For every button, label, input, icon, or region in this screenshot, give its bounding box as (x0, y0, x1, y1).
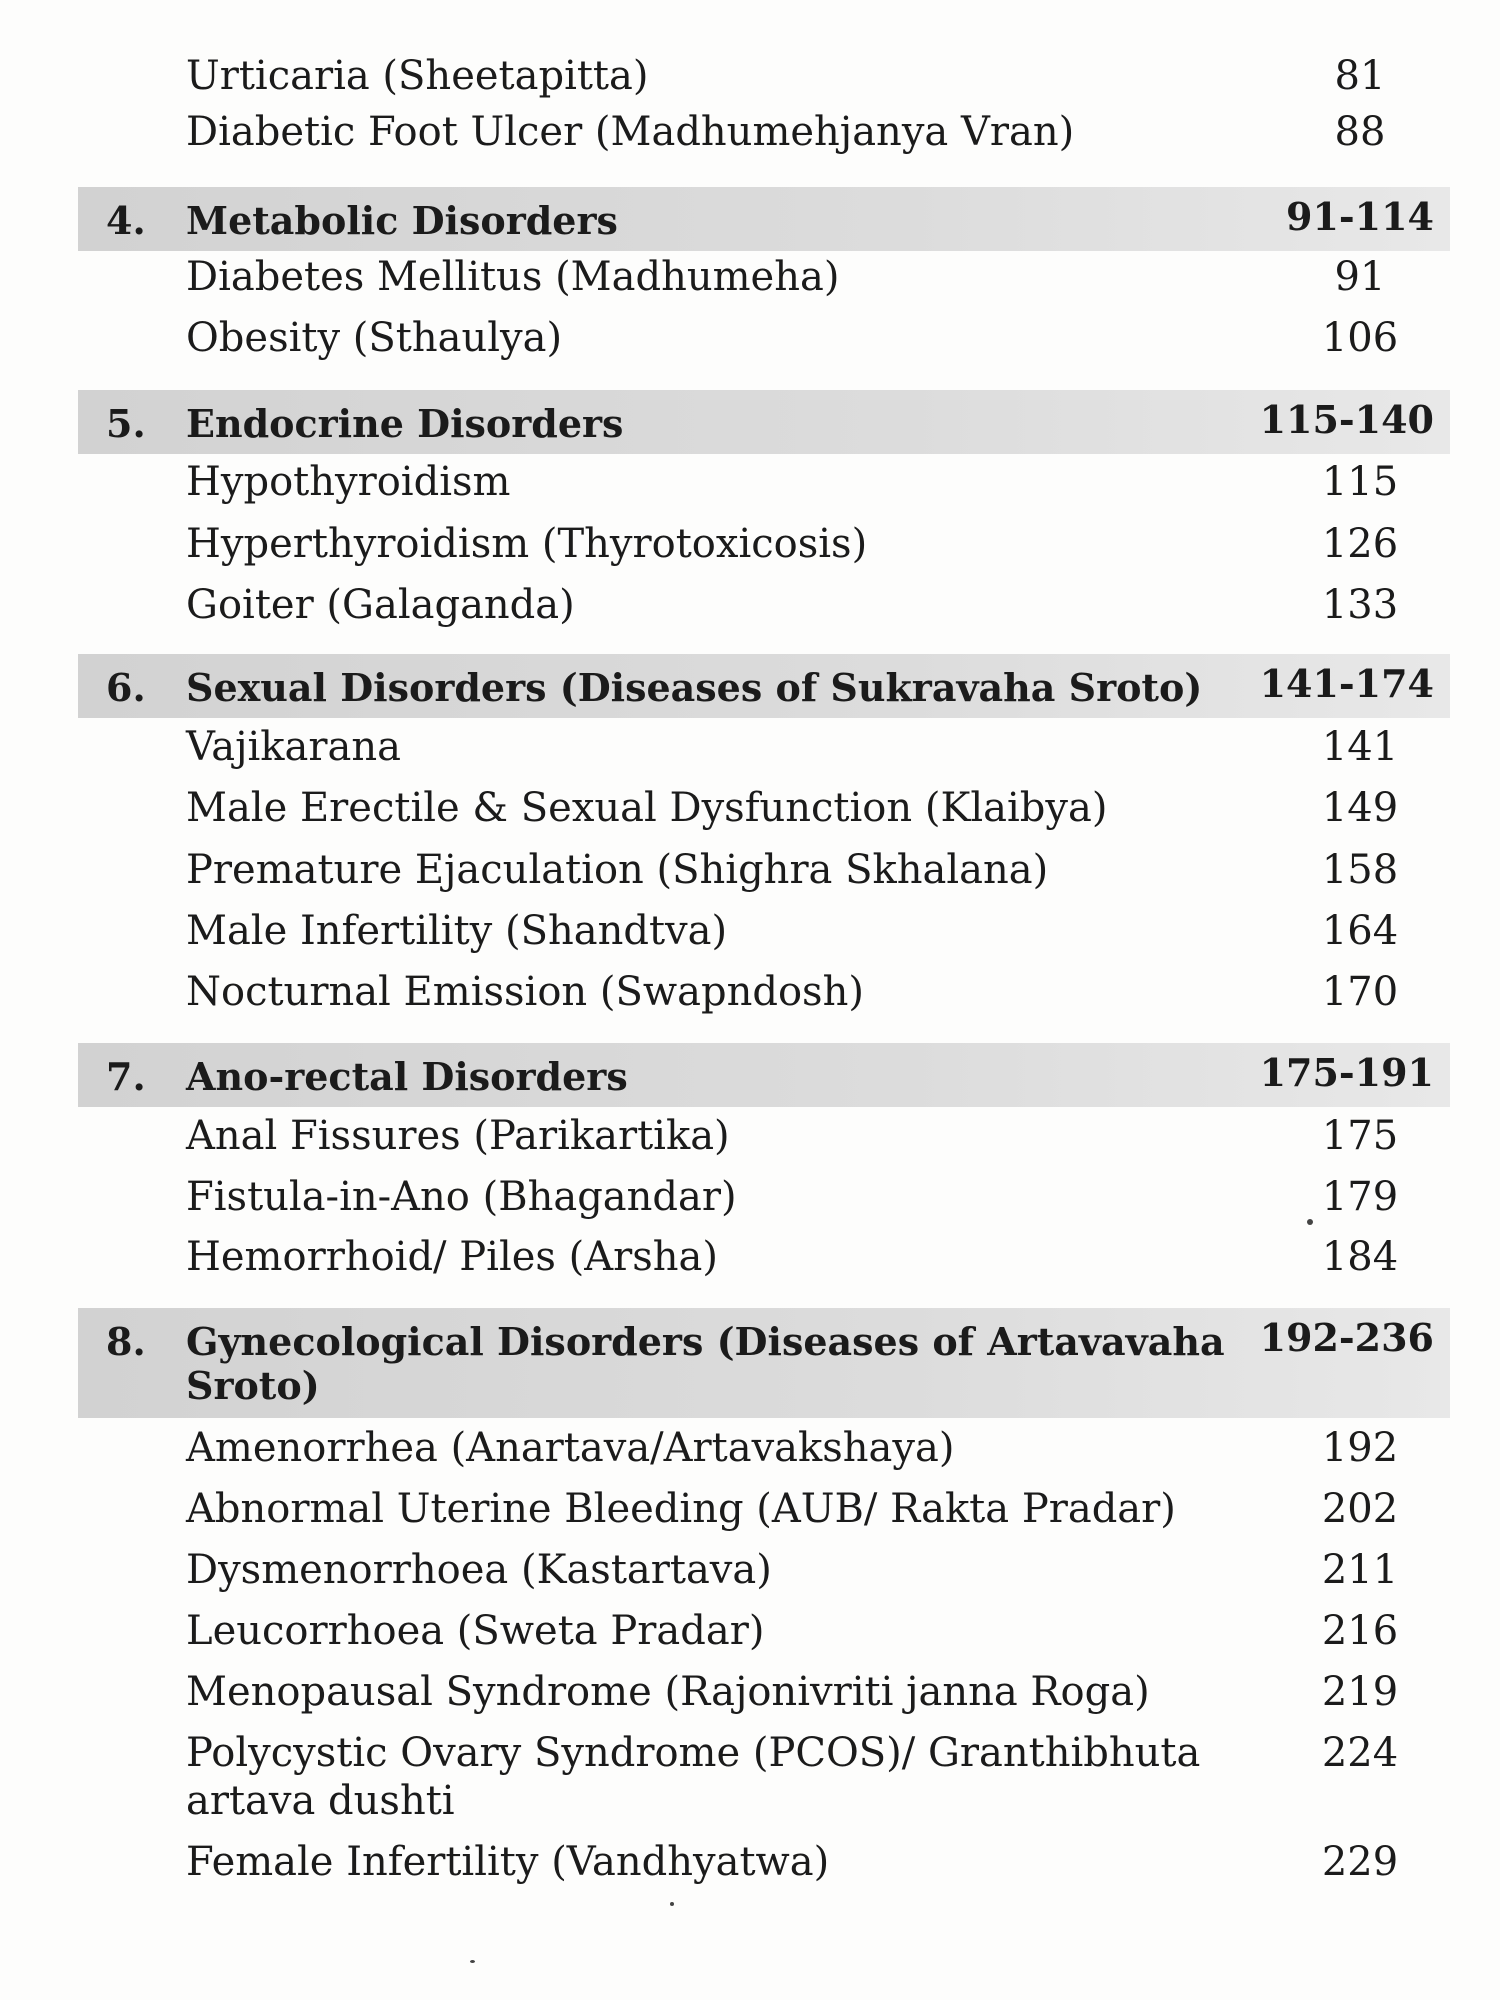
chapter-header-4[interactable] (78, 187, 1450, 251)
entry-page-number: 149 (1321, 785, 1399, 831)
toc-entry[interactable] (0, 458, 1500, 506)
entry-title: Urticaria (Sheetapitta) (186, 53, 649, 99)
chapter-title: Endocrine Disorders (186, 401, 624, 446)
entry-page-number: 184 (1321, 1234, 1399, 1280)
entry-page-number: 192 (1321, 1425, 1399, 1471)
toc-entry[interactable] (0, 1485, 1500, 1533)
entry-title: Diabetic Foot Ulcer (Madhumehjanya Vran) (186, 109, 1075, 155)
entry-page-number: 179 (1321, 1174, 1399, 1220)
toc-entry[interactable] (0, 1729, 1500, 1824)
chapter-header-8[interactable] (78, 1308, 1450, 1418)
chapter-number: 8. (106, 1319, 146, 1364)
entry-title: Menopausal Syndrome (Rajonivriti janna Roga) (186, 1669, 1150, 1715)
chapter-page-range: 115-140 (1259, 397, 1434, 442)
entry-page-number: 106 (1321, 315, 1399, 361)
toc-entry[interactable] (0, 907, 1500, 955)
print-speck (670, 1902, 674, 1906)
chapter-page-range: 141-174 (1259, 661, 1434, 706)
entry-page-number: 115 (1321, 459, 1399, 505)
entry-title: Hypothyroidism (186, 459, 511, 505)
entry-page-number: 81 (1334, 53, 1386, 99)
entry-title: Polycystic Ovary Syndrome (PCOS)/ Granthibhuta artava dushti (186, 1730, 1201, 1824)
entry-page-number: 202 (1321, 1486, 1399, 1532)
entry-page-number: 133 (1321, 582, 1399, 628)
entry-page-number: 216 (1321, 1608, 1399, 1654)
entry-title: Hemorrhoid/ Piles (Arsha) (186, 1234, 719, 1280)
entry-title: Vajikarana (186, 724, 401, 770)
entry-title: Diabetes Mellitus (Madhumeha) (186, 254, 840, 300)
entry-title: Male Infertility (Shandtva) (186, 908, 728, 954)
chapter-page-range: 192-236 (1259, 1315, 1434, 1360)
toc-entry[interactable] (0, 1173, 1500, 1221)
toc-entry[interactable] (0, 1838, 1500, 1886)
toc-entry[interactable] (0, 253, 1500, 301)
entry-page-number: 229 (1321, 1839, 1399, 1885)
chapter-page-range: 91-114 (1286, 194, 1434, 239)
chapter-title: Metabolic Disorders (186, 198, 618, 243)
entry-page-number: 164 (1321, 908, 1399, 954)
entry-title: Abnormal Uterine Bleeding (AUB/ Rakta Pradar) (186, 1486, 1176, 1532)
toc-entry[interactable] (0, 108, 1500, 156)
entry-page-number: 126 (1321, 521, 1399, 567)
chapter-number: 4. (106, 198, 146, 243)
print-speck (1307, 1219, 1313, 1225)
entry-page-number: 170 (1321, 969, 1399, 1015)
toc-entry[interactable] (0, 846, 1500, 894)
entry-page-number: 211 (1321, 1547, 1399, 1593)
chapter-title: Gynecological Disorders (Diseases of Artavavaha Sroto) (186, 1319, 1225, 1408)
entry-page-number: 158 (1321, 847, 1399, 893)
entry-title: Anal Fissures (Parikartika) (186, 1113, 730, 1159)
entry-title: Goiter (Galaganda) (186, 582, 575, 628)
toc-entry[interactable] (0, 520, 1500, 568)
chapter-header-7[interactable] (78, 1043, 1450, 1107)
entry-title: Hyperthyroidism (Thyrotoxicosis) (186, 521, 868, 567)
chapter-title: Sexual Disorders (Diseases of Sukravaha Sroto) (186, 665, 1203, 710)
toc-entry[interactable] (0, 1607, 1500, 1655)
entry-title: Dysmenorrhoea (Kastartava) (186, 1547, 772, 1593)
chapter-title: Ano-rectal Disorders (186, 1054, 628, 1099)
print-speck (470, 1960, 475, 1963)
toc-entry[interactable] (0, 968, 1500, 1016)
chapter-number: 7. (106, 1054, 146, 1099)
entry-title: Obesity (Sthaulya) (186, 315, 563, 361)
toc-entry[interactable] (0, 52, 1500, 100)
chapter-page-range: 175-191 (1259, 1050, 1434, 1095)
toc-entry[interactable] (0, 1424, 1500, 1472)
entry-title: Amenorrhea (Anartava/Artavakshaya) (186, 1425, 955, 1471)
toc-entry[interactable] (0, 723, 1500, 771)
chapter-header-5[interactable] (78, 390, 1450, 454)
toc-entry[interactable] (0, 581, 1500, 629)
entry-page-number: 91 (1334, 254, 1386, 300)
entry-page-number: 141 (1321, 724, 1399, 770)
entry-title: Nocturnal Emission (Swapndosh) (186, 969, 864, 1015)
toc-entry[interactable] (0, 1112, 1500, 1160)
entry-page-number: 224 (1321, 1730, 1399, 1776)
chapter-header-6[interactable] (78, 654, 1450, 718)
entry-title: Leucorrhoea (Sweta Pradar) (186, 1608, 765, 1654)
toc-entry[interactable] (0, 1546, 1500, 1594)
toc-entry[interactable] (0, 784, 1500, 832)
toc-entry[interactable] (0, 1668, 1500, 1716)
entry-page-number: 219 (1321, 1669, 1399, 1715)
entry-page-number: 175 (1321, 1113, 1399, 1159)
toc-entry[interactable] (0, 1233, 1500, 1281)
entry-title: Premature Ejaculation (Shighra Skhalana) (186, 847, 1049, 893)
entry-title: Female Infertility (Vandhyatwa) (186, 1839, 830, 1885)
entry-page-number: 88 (1334, 109, 1386, 155)
chapter-number: 5. (106, 401, 146, 446)
entry-title: Male Erectile & Sexual Dysfunction (Klaibya) (186, 785, 1108, 831)
entry-title: Fistula-in-Ano (Bhagandar) (186, 1174, 737, 1220)
toc-entry[interactable] (0, 314, 1500, 362)
chapter-number: 6. (106, 665, 146, 710)
